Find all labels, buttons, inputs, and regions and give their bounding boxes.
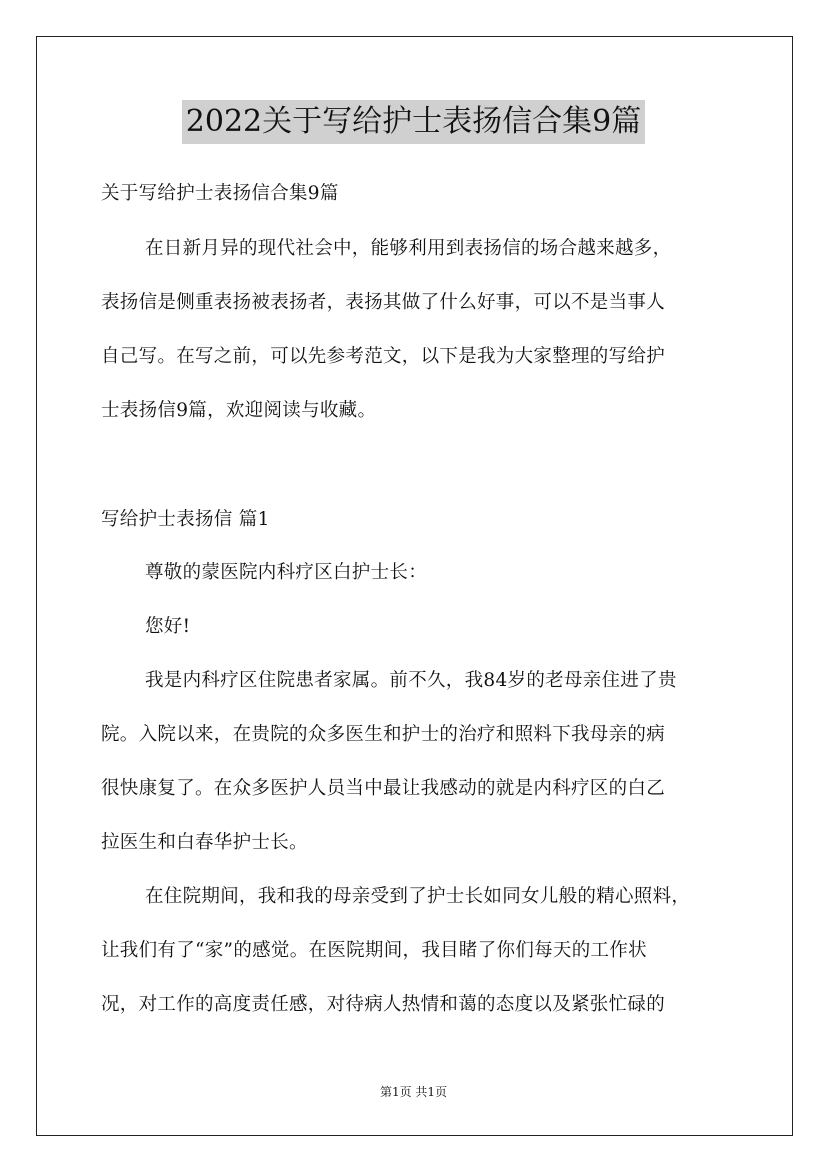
document-subtitle: 关于写给护士表扬信合集9篇 xyxy=(101,183,339,204)
paragraph-line: 很快康复了。在众多医护人员当中最让我感动的就是内科疗区的白乙 xyxy=(101,778,666,799)
intro-line: 自己写。在写之前，可以先参考范文，以下是我为大家整理的写给护 xyxy=(101,346,666,367)
paragraph-line: 院。入院以来，在贵院的众多医生和护士的治疗和照料下我母亲的病 xyxy=(101,724,666,745)
intro-line: 在日新月异的现代社会中，能够利用到表扬信的场合越来越多， xyxy=(145,238,672,259)
paragraph-line: 拉医生和白春华护士长。 xyxy=(101,832,308,853)
paragraph-line: 况，对工作的高度责任感，对待病人热情和蔼的态度以及紧张忙碌的 xyxy=(101,994,666,1015)
page-number: 第1页 共1页 xyxy=(379,1085,448,1099)
title-container xyxy=(0,100,827,144)
intro-line: 士表扬信9篇，欢迎阅读与收藏。 xyxy=(101,400,377,421)
intro-line: 表扬信是侧重表扬被表扬者，表扬其做了什么好事，可以不是当事人 xyxy=(101,292,666,313)
paragraph-line: 我是内科疗区住院患者家属。前不久，我84岁的老母亲住进了贵 xyxy=(145,670,677,691)
salutation: 尊敬的蒙医院内科疗区白护士长： xyxy=(145,562,428,583)
paragraph-line: 让我们有了“家”的感觉。在医院期间，我目睹了你们每天的工作状 xyxy=(101,940,647,961)
greeting: 您好! xyxy=(145,616,191,637)
document-title: 2022关于写给护士表扬信合集9篇 xyxy=(182,100,645,144)
section-heading: 写给护士表扬信 篇1 xyxy=(101,509,270,530)
paragraph-line: 在住院期间，我和我的母亲受到了护士长如同女儿般的精心照料， xyxy=(145,886,691,907)
